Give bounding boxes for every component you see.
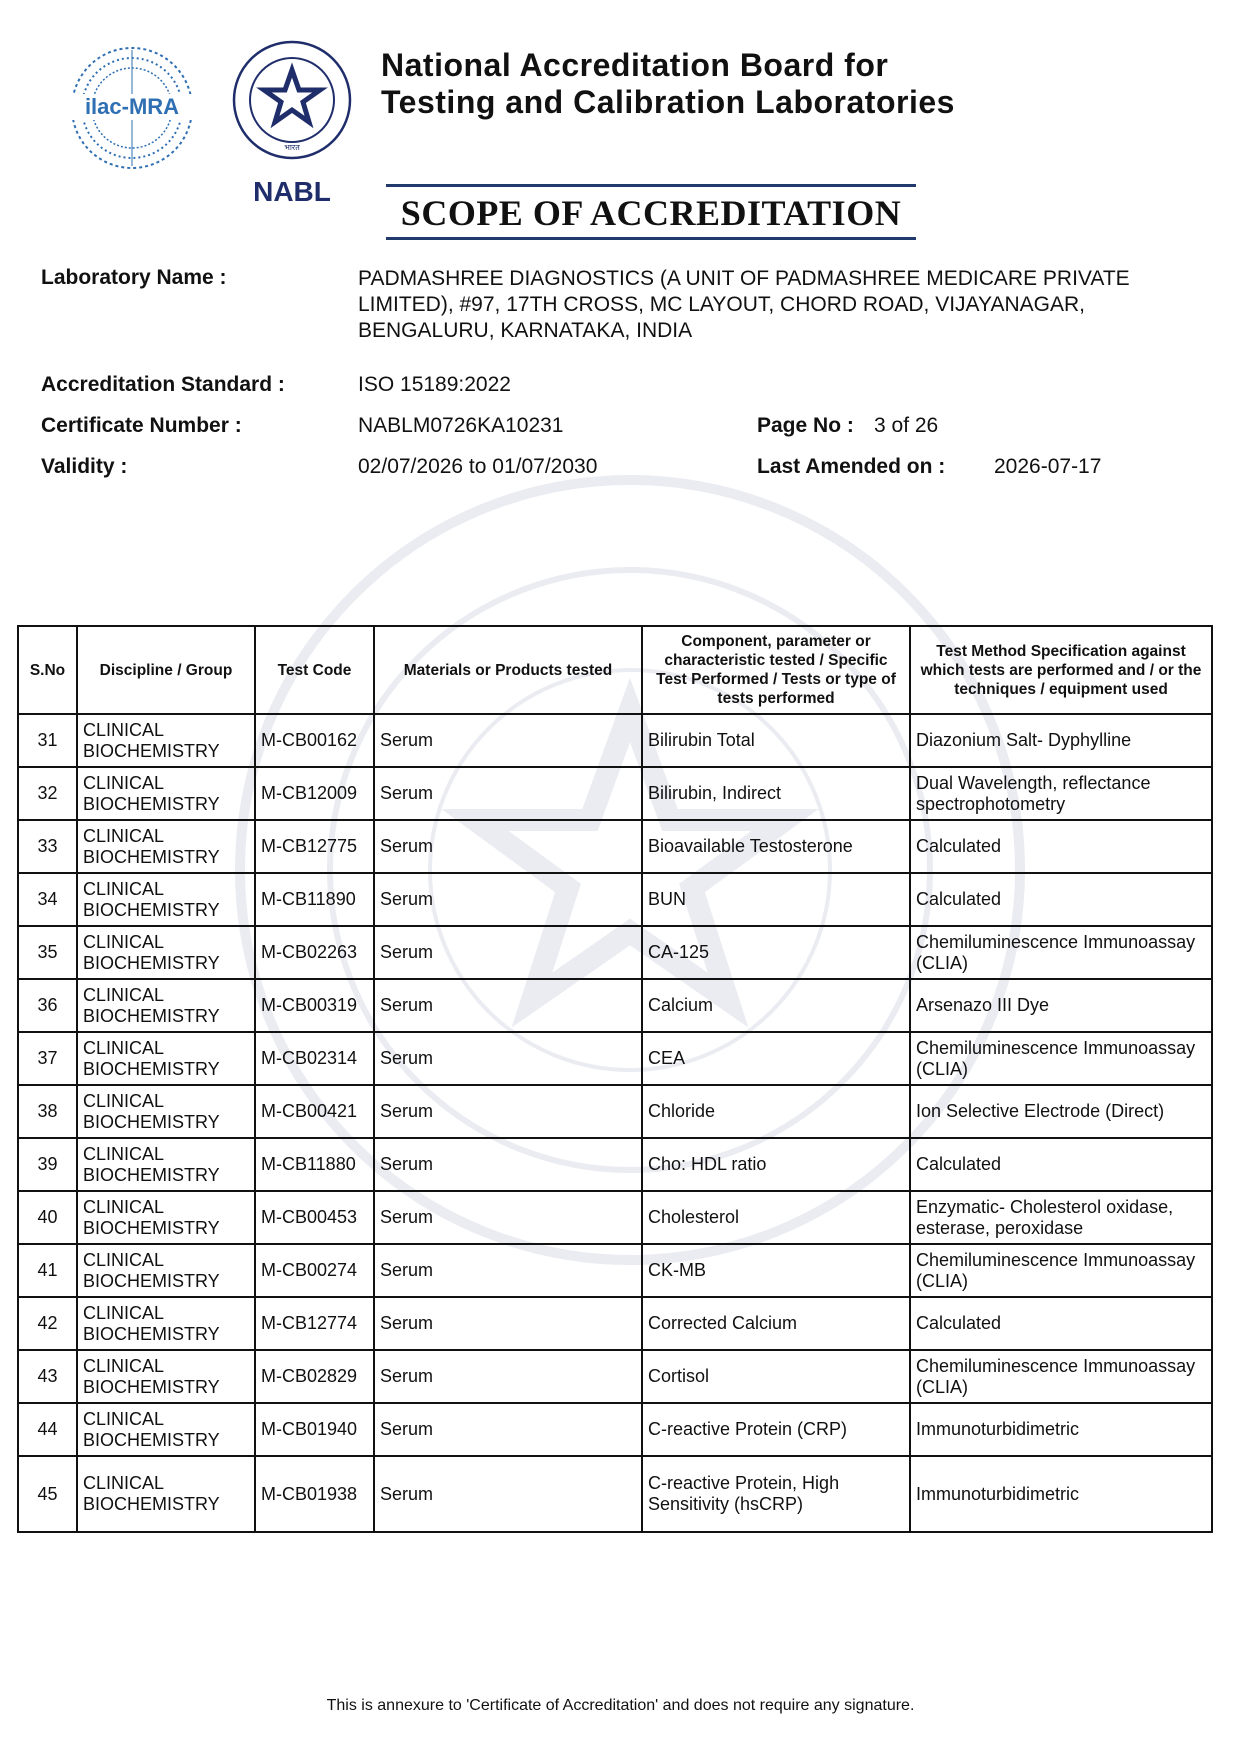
cell-discipline: CLINICAL BIOCHEMISTRY bbox=[77, 1244, 255, 1297]
cell-sno: 37 bbox=[18, 1032, 77, 1085]
standard-value: ISO 15189:2022 bbox=[358, 373, 511, 396]
cell-method: Calculated bbox=[910, 820, 1212, 873]
cell-sno: 45 bbox=[18, 1456, 77, 1532]
cell-discipline: CLINICAL BIOCHEMISTRY bbox=[77, 1138, 255, 1191]
table-body bbox=[18, 714, 1212, 1532]
cell-component: C-reactive Protein, High Sensitivity (hsCRP) bbox=[642, 1456, 910, 1532]
cell-component: Cortisol bbox=[642, 1350, 910, 1403]
cell-method: Dual Wavelength, reflectance spectrophotometry bbox=[910, 767, 1212, 820]
cell-sno: 34 bbox=[18, 873, 77, 926]
lab-name-label: Laboratory Name : bbox=[41, 266, 227, 289]
cell-material: Serum bbox=[374, 820, 642, 873]
certificate-label: Certificate Number : bbox=[41, 414, 242, 437]
cell-component: Bilirubin, Indirect bbox=[642, 767, 910, 820]
svg-text:ilac-MRA: ilac-MRA bbox=[84, 94, 180, 119]
validity-label: Validity : bbox=[41, 455, 128, 478]
table-row bbox=[18, 1350, 1212, 1403]
cell-method: Chemiluminescence Immunoassay (CLIA) bbox=[910, 926, 1212, 979]
cell-material: Serum bbox=[374, 1244, 642, 1297]
cell-method: Calculated bbox=[910, 1138, 1212, 1191]
footer-note: This is annexure to 'Certificate of Accreditation' and does not require any signature. bbox=[326, 1697, 915, 1714]
table-row bbox=[18, 926, 1212, 979]
cell-component: Corrected Calcium bbox=[642, 1297, 910, 1350]
cell-material: Serum bbox=[374, 1403, 642, 1456]
table-row bbox=[18, 1403, 1212, 1456]
table-row bbox=[18, 1456, 1212, 1532]
header-test-code: Test Code bbox=[255, 626, 374, 714]
cell-material: Serum bbox=[374, 979, 642, 1032]
cell-component: CEA bbox=[642, 1032, 910, 1085]
cell-sno: 44 bbox=[18, 1403, 77, 1456]
cell-sno: 36 bbox=[18, 979, 77, 1032]
cell-component: Chloride bbox=[642, 1085, 910, 1138]
last-amended-value: 2026-07-17 bbox=[994, 455, 1102, 478]
cell-test-code: M-CB12775 bbox=[255, 820, 374, 873]
table-row bbox=[18, 767, 1212, 820]
table-row bbox=[18, 1138, 1212, 1191]
cell-material: Serum bbox=[374, 1032, 642, 1085]
cell-discipline: CLINICAL BIOCHEMISTRY bbox=[77, 767, 255, 820]
cell-discipline: CLINICAL BIOCHEMISTRY bbox=[77, 1403, 255, 1456]
cell-sno: 40 bbox=[18, 1191, 77, 1244]
cell-test-code: M-CB12774 bbox=[255, 1297, 374, 1350]
header-component: Component, parameter or characteristic tested / Specific Test Performed / Tests or type of tests performed bbox=[642, 626, 910, 714]
cell-sno: 38 bbox=[18, 1085, 77, 1138]
standard-label: Accreditation Standard : bbox=[41, 373, 285, 396]
cell-material: Serum bbox=[374, 926, 642, 979]
cell-discipline: CLINICAL BIOCHEMISTRY bbox=[77, 1085, 255, 1138]
board-title bbox=[381, 47, 955, 121]
cell-discipline: CLINICAL BIOCHEMISTRY bbox=[77, 873, 255, 926]
scope-rule-bottom bbox=[386, 237, 916, 240]
table-row bbox=[18, 1032, 1212, 1085]
svg-text:NABL: NABL bbox=[253, 176, 331, 207]
cell-material: Serum bbox=[374, 1085, 642, 1138]
cell-method: Ion Selective Electrode (Direct) bbox=[910, 1085, 1212, 1138]
cell-method: Chemiluminescence Immunoassay (CLIA) bbox=[910, 1032, 1212, 1085]
cell-material: Serum bbox=[374, 1350, 642, 1403]
ilac-mra-logo bbox=[66, 42, 198, 174]
cell-test-code: M-CB00319 bbox=[255, 979, 374, 1032]
nabl-logo bbox=[228, 38, 356, 208]
table-row bbox=[18, 1244, 1212, 1297]
cell-material: Serum bbox=[374, 1191, 642, 1244]
cell-test-code: M-CB00274 bbox=[255, 1244, 374, 1297]
cell-method: Immunoturbidimetric bbox=[910, 1403, 1212, 1456]
cell-test-code: M-CB00453 bbox=[255, 1191, 374, 1244]
table-row bbox=[18, 873, 1212, 926]
cell-material: Serum bbox=[374, 1138, 642, 1191]
svg-text:भारत: भारत bbox=[284, 143, 300, 152]
cell-method: Chemiluminescence Immunoassay (CLIA) bbox=[910, 1244, 1212, 1297]
cell-method: Arsenazo III Dye bbox=[910, 979, 1212, 1032]
cell-component: CA-125 bbox=[642, 926, 910, 979]
cell-sno: 31 bbox=[18, 714, 77, 767]
cell-method: Chemiluminescence Immunoassay (CLIA) bbox=[910, 1350, 1212, 1403]
table-row bbox=[18, 1297, 1212, 1350]
table-header-row bbox=[18, 626, 1212, 714]
scope-table bbox=[17, 625, 1213, 1533]
cell-test-code: M-CB11880 bbox=[255, 1138, 374, 1191]
cell-material: Serum bbox=[374, 1456, 642, 1532]
cell-test-code: M-CB01938 bbox=[255, 1456, 374, 1532]
cell-material: Serum bbox=[374, 714, 642, 767]
cell-discipline: CLINICAL BIOCHEMISTRY bbox=[77, 1350, 255, 1403]
cell-test-code: M-CB02829 bbox=[255, 1350, 374, 1403]
cell-method: Enzymatic- Cholesterol oxidase, esterase, peroxidase bbox=[910, 1191, 1212, 1244]
cell-component: Bilirubin Total bbox=[642, 714, 910, 767]
cell-component: Bioavailable Testosterone bbox=[642, 820, 910, 873]
cell-method: Immunoturbidimetric bbox=[910, 1456, 1212, 1532]
cell-test-code: M-CB02314 bbox=[255, 1032, 374, 1085]
cell-discipline: CLINICAL BIOCHEMISTRY bbox=[77, 979, 255, 1032]
cell-sno: 35 bbox=[18, 926, 77, 979]
cell-component: C-reactive Protein (CRP) bbox=[642, 1403, 910, 1456]
cell-sno: 43 bbox=[18, 1350, 77, 1403]
table-row bbox=[18, 979, 1212, 1032]
cell-material: Serum bbox=[374, 767, 642, 820]
cell-method: Diazonium Salt- Dyphylline bbox=[910, 714, 1212, 767]
cell-component: Calcium bbox=[642, 979, 910, 1032]
lab-name-value: PADMASHREE DIAGNOSTICS (A UNIT OF PADMASHREE MEDICARE PRIVATE LIMITED), #97, 17TH CROSS, MC LAYOUT, CHORD ROAD, VIJAYANAGAR, BENGALURU, KARNATAKA, INDIA bbox=[358, 267, 1130, 342]
cell-test-code: M-CB02263 bbox=[255, 926, 374, 979]
cell-test-code: M-CB01940 bbox=[255, 1403, 374, 1456]
cell-component: BUN bbox=[642, 873, 910, 926]
table-row bbox=[18, 820, 1212, 873]
cell-sno: 41 bbox=[18, 1244, 77, 1297]
cell-component: CK-MB bbox=[642, 1244, 910, 1297]
scope-heading bbox=[386, 184, 916, 240]
header-discipline: Discipline / Group bbox=[77, 626, 255, 714]
scope-title: SCOPE OF ACCREDITATION bbox=[400, 193, 902, 233]
cell-discipline: CLINICAL BIOCHEMISTRY bbox=[77, 1297, 255, 1350]
cell-discipline: CLINICAL BIOCHEMISTRY bbox=[77, 926, 255, 979]
cell-method: Calculated bbox=[910, 1297, 1212, 1350]
cell-discipline: CLINICAL BIOCHEMISTRY bbox=[77, 714, 255, 767]
cell-sno: 33 bbox=[18, 820, 77, 873]
cell-test-code: M-CB11890 bbox=[255, 873, 374, 926]
cell-sno: 32 bbox=[18, 767, 77, 820]
cell-discipline: CLINICAL BIOCHEMISTRY bbox=[77, 820, 255, 873]
cell-sno: 39 bbox=[18, 1138, 77, 1191]
header-materials: Materials or Products tested bbox=[374, 626, 642, 714]
table-row bbox=[18, 1085, 1212, 1138]
cell-material: Serum bbox=[374, 1297, 642, 1350]
cell-test-code: M-CB00421 bbox=[255, 1085, 374, 1138]
table-row bbox=[18, 714, 1212, 767]
cell-discipline: CLINICAL BIOCHEMISTRY bbox=[77, 1032, 255, 1085]
cell-component: Cho: HDL ratio bbox=[642, 1138, 910, 1191]
board-title-line1: National Accreditation Board for bbox=[381, 47, 889, 83]
cell-component: Cholesterol bbox=[642, 1191, 910, 1244]
board-title-line2: Testing and Calibration Laboratories bbox=[381, 84, 955, 120]
cell-material: Serum bbox=[374, 873, 642, 926]
cell-sno: 42 bbox=[18, 1297, 77, 1350]
certificate-value: NABLM0726KA10231 bbox=[358, 414, 564, 437]
header-sno: S.No bbox=[18, 626, 77, 714]
validity-value: 02/07/2026 to 01/07/2030 bbox=[358, 455, 598, 478]
cell-discipline: CLINICAL BIOCHEMISTRY bbox=[77, 1456, 255, 1532]
header-method: Test Method Specification against which tests are performed and / or the techniques / equipment used bbox=[910, 626, 1212, 714]
page-no-label: Page No : bbox=[757, 414, 854, 437]
scope-rule-top bbox=[386, 184, 916, 187]
cell-method: Calculated bbox=[910, 873, 1212, 926]
page-no-value: 3 of 26 bbox=[874, 414, 939, 437]
last-amended-label: Last Amended on : bbox=[757, 455, 946, 478]
cell-discipline: CLINICAL BIOCHEMISTRY bbox=[77, 1191, 255, 1244]
cell-test-code: M-CB00162 bbox=[255, 714, 374, 767]
cell-test-code: M-CB12009 bbox=[255, 767, 374, 820]
table-row bbox=[18, 1191, 1212, 1244]
